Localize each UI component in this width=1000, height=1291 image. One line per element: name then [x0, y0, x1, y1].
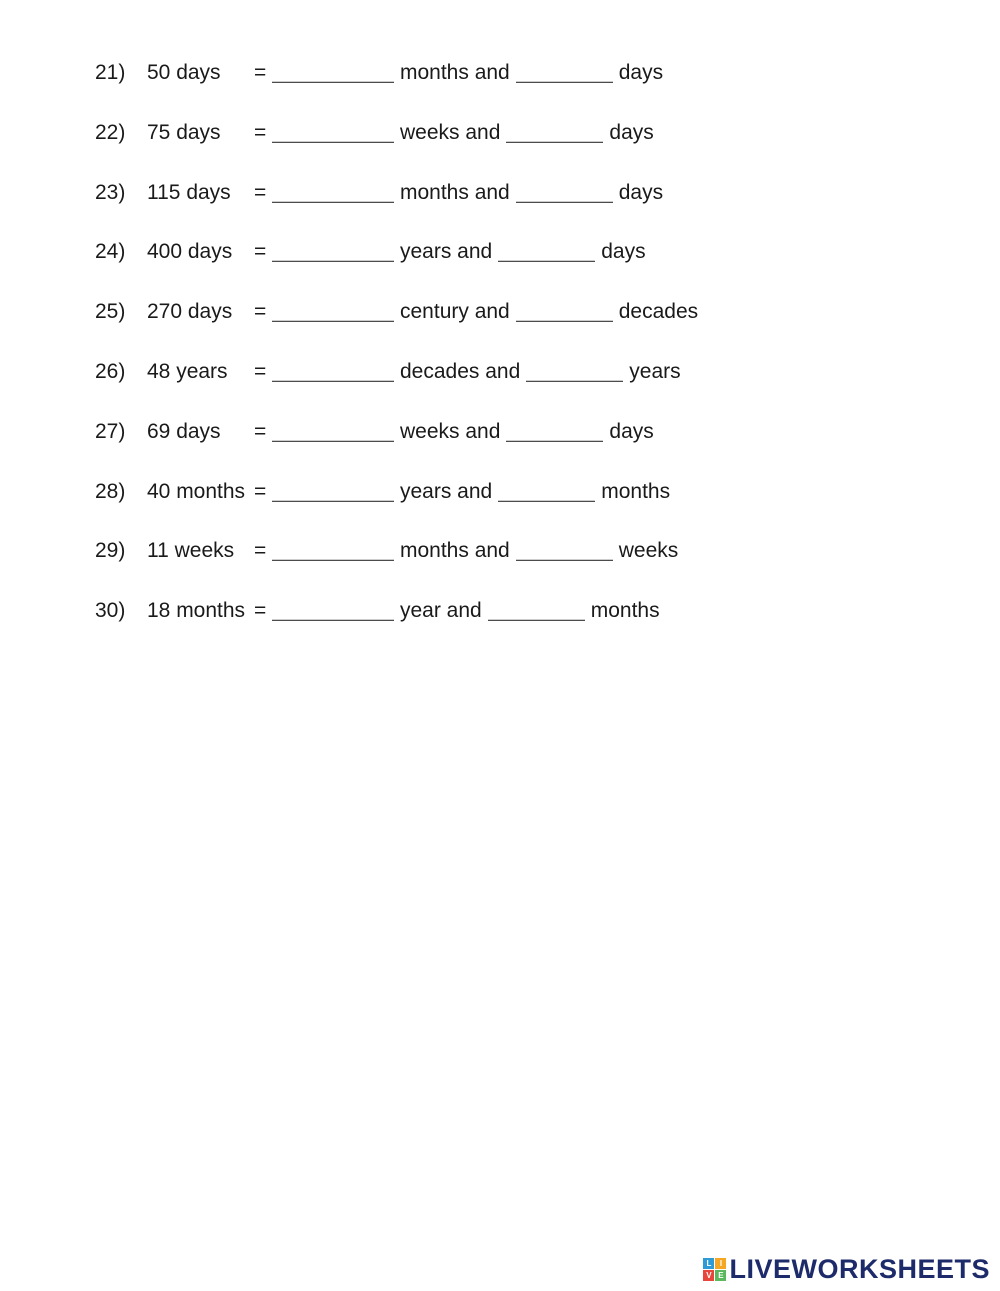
- answer-blank-second[interactable]: [516, 301, 613, 322]
- answer-blank-first[interactable]: [272, 181, 394, 202]
- answer-blank-first[interactable]: [272, 241, 394, 262]
- question-number: 28): [95, 479, 126, 503]
- question-quantity: 50 days: [147, 60, 221, 84]
- second-unit-label: months: [590, 599, 660, 623]
- question-row: [95, 297, 895, 357]
- second-unit-label: months: [601, 479, 671, 503]
- first-unit-label: years and: [400, 479, 493, 503]
- question-quantity: 11 weeks: [147, 539, 235, 563]
- first-unit-label: months and: [400, 180, 510, 204]
- question-row: [95, 477, 895, 537]
- answer-blank-second[interactable]: [498, 480, 595, 501]
- equals-sign: =: [254, 419, 267, 443]
- logo-letter-e: E: [715, 1270, 726, 1281]
- question-row: [95, 178, 895, 238]
- answer-blank-second[interactable]: [526, 361, 623, 382]
- question-row: [95, 58, 895, 118]
- question-number: 29): [95, 539, 126, 563]
- first-unit-label: year and: [400, 599, 482, 623]
- first-unit-label: weeks and: [400, 419, 501, 443]
- first-unit-label: century and: [400, 300, 510, 324]
- first-unit-label: years and: [400, 240, 493, 264]
- question-row: [95, 417, 895, 477]
- answer-blank-second[interactable]: [506, 421, 603, 442]
- second-unit-label: days: [618, 180, 664, 204]
- second-unit-label: decades: [618, 300, 699, 324]
- equals-sign: =: [254, 120, 267, 144]
- answer-blank-first[interactable]: [272, 301, 394, 322]
- question-number: 30): [95, 599, 126, 623]
- logo-letter-i: I: [715, 1258, 726, 1269]
- answer-blank-first[interactable]: [272, 361, 394, 382]
- answer-blank-second[interactable]: [506, 122, 603, 143]
- question-row: [95, 536, 895, 596]
- question-number: 24): [95, 240, 126, 264]
- answer-blank-second[interactable]: [488, 600, 585, 621]
- liveworksheets-branding: [703, 1254, 990, 1285]
- equals-sign: =: [254, 479, 267, 503]
- question-number: 22): [95, 120, 126, 144]
- liveworksheets-logo-icon: [703, 1258, 726, 1281]
- answer-blank-second[interactable]: [516, 62, 613, 83]
- question-row: [95, 118, 895, 178]
- question-quantity: 115 days: [147, 180, 231, 204]
- answer-blank-first[interactable]: [272, 62, 394, 83]
- question-number: 21): [95, 60, 126, 84]
- logo-letter-v: V: [703, 1270, 714, 1281]
- equals-sign: =: [254, 599, 267, 623]
- second-unit-label: days: [609, 120, 654, 144]
- second-unit-label: years: [629, 359, 681, 383]
- answer-blank-second[interactable]: [516, 181, 613, 202]
- first-unit-label: weeks and: [400, 120, 501, 144]
- brand-name: LIVEWORKSHEETS: [729, 1254, 990, 1284]
- question-row: [95, 237, 895, 297]
- equals-sign: =: [254, 180, 267, 204]
- first-unit-label: decades and: [400, 359, 521, 383]
- answer-blank-first[interactable]: [272, 122, 394, 143]
- question-quantity: 75 days: [147, 120, 221, 144]
- second-unit-label: days: [601, 240, 646, 264]
- question-quantity: 270 days: [147, 300, 233, 324]
- question-quantity: 40 months: [147, 479, 246, 503]
- answer-blank-first[interactable]: [272, 540, 394, 561]
- second-unit-label: days: [618, 60, 664, 84]
- logo-letter-l: L: [703, 1258, 714, 1269]
- question-number: 25): [95, 300, 126, 324]
- answer-blank-second[interactable]: [498, 241, 595, 262]
- answer-blank-second[interactable]: [516, 540, 613, 561]
- answer-blank-first[interactable]: [272, 421, 394, 442]
- equals-sign: =: [254, 359, 267, 383]
- question-number: 26): [95, 359, 126, 383]
- question-row: [95, 596, 895, 656]
- question-row: [95, 357, 895, 417]
- answer-blank-first[interactable]: [272, 480, 394, 501]
- question-quantity: 400 days: [147, 240, 233, 264]
- question-quantity: 69 days: [147, 419, 221, 443]
- answer-blank-first[interactable]: [272, 600, 394, 621]
- first-unit-label: months and: [400, 60, 510, 84]
- first-unit-label: months and: [400, 539, 510, 563]
- second-unit-label: days: [609, 419, 654, 443]
- question-quantity: 48 years: [147, 359, 228, 383]
- question-quantity: 18 months: [147, 599, 246, 623]
- equals-sign: =: [254, 539, 267, 563]
- equals-sign: =: [254, 300, 267, 324]
- equals-sign: =: [254, 60, 267, 84]
- question-list: [95, 58, 895, 656]
- equals-sign: =: [254, 240, 267, 264]
- question-number: 23): [95, 180, 126, 204]
- question-number: 27): [95, 419, 126, 443]
- second-unit-label: weeks: [618, 539, 679, 563]
